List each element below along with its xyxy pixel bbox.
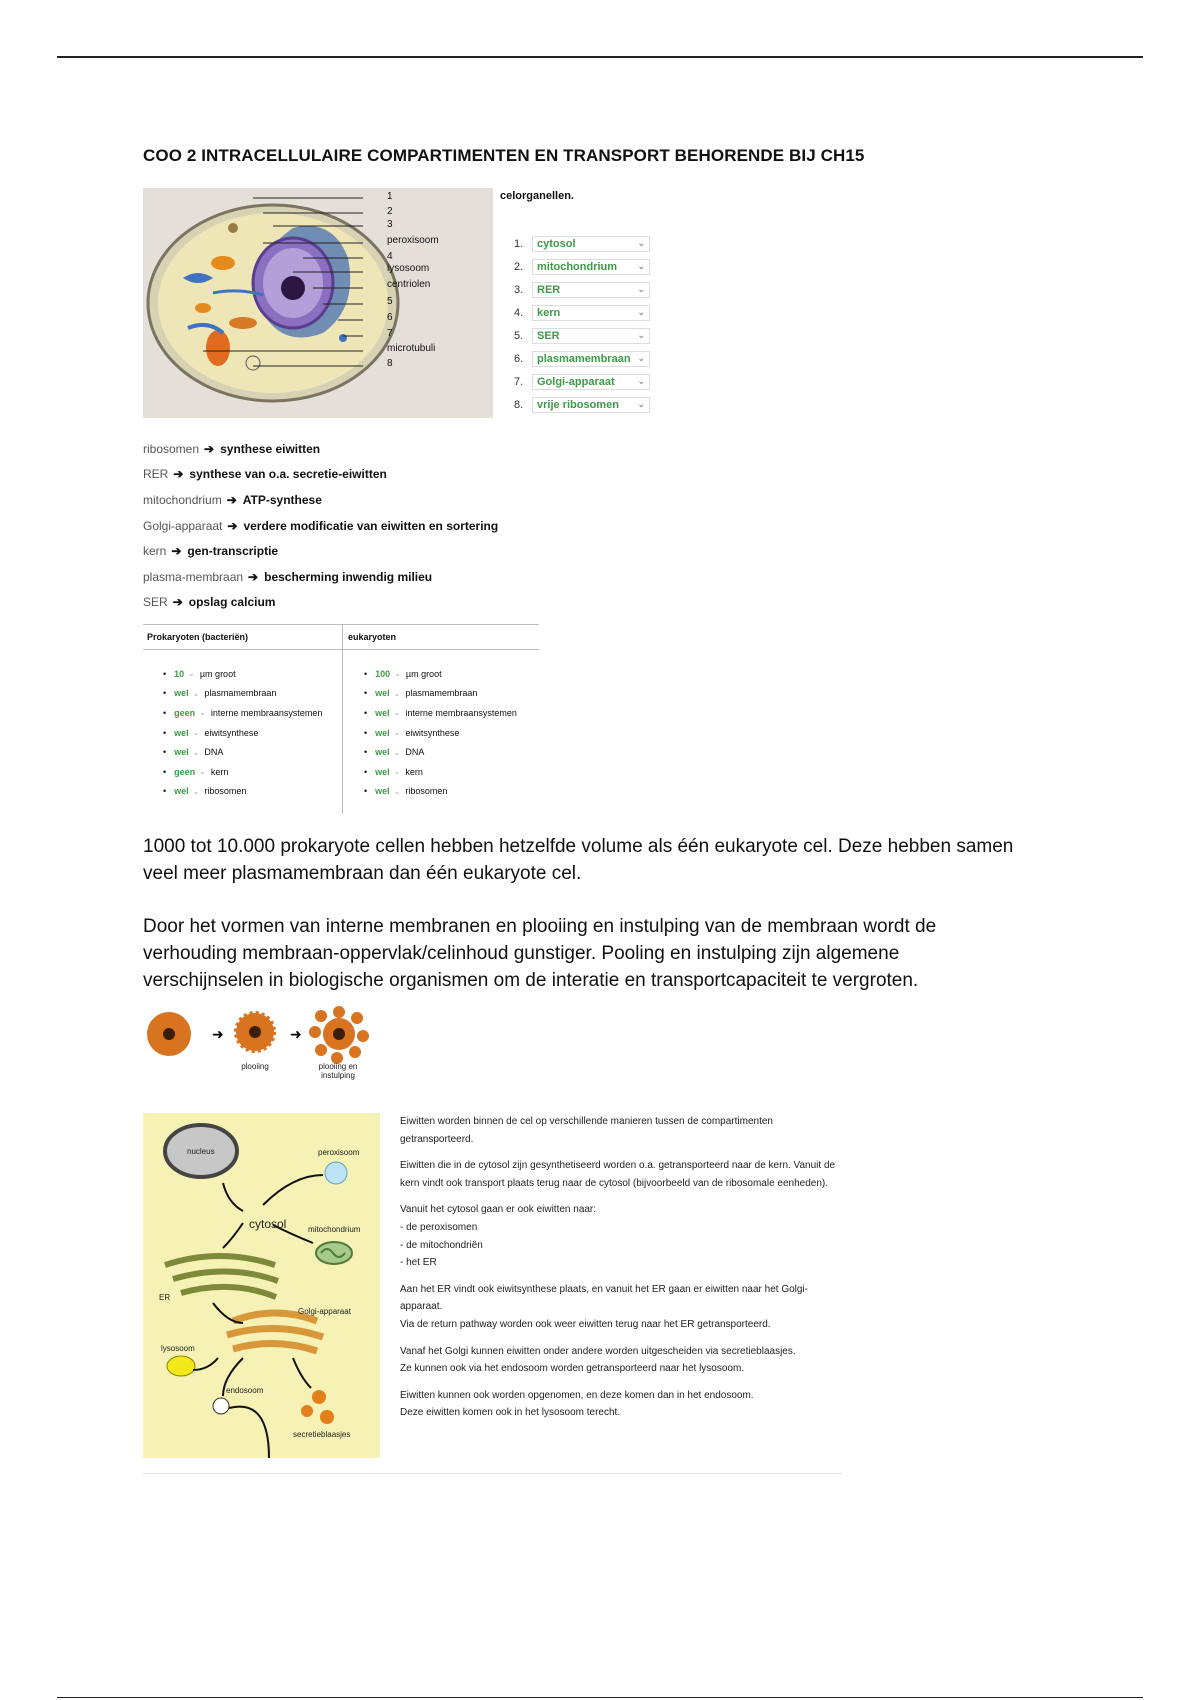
list-item xyxy=(362,782,517,802)
cell-label: 5 xyxy=(387,296,393,307)
endosome-label: endosoom xyxy=(226,1386,264,1395)
comparison-value[interactable]: wel xyxy=(375,747,390,758)
peroxisome-label: peroxisoom xyxy=(318,1148,360,1157)
organelle-item xyxy=(514,255,650,278)
organelle-number: 1. xyxy=(514,237,524,250)
prokaryote-list xyxy=(161,664,322,801)
comparison-value[interactable]: geen xyxy=(174,707,196,718)
function-description: ATP-synthese xyxy=(242,492,322,507)
top-rule xyxy=(57,56,1143,58)
chevron-down-icon: ⌄ xyxy=(637,353,645,363)
organelle-number: 3. xyxy=(514,283,524,296)
organelles-list xyxy=(514,232,650,416)
function-organelle: plasma-membraan xyxy=(143,569,244,584)
cell-illustration xyxy=(143,188,493,418)
transport-illustration xyxy=(143,1113,380,1458)
cell-label: centriolen xyxy=(387,279,431,290)
cell-label: lysosoom xyxy=(387,263,430,274)
function-description: synthese eiwitten xyxy=(220,441,321,456)
bullet-icon: • xyxy=(364,766,368,777)
cell-label: 2 xyxy=(387,206,393,217)
chevron-down-icon: ⌄ xyxy=(393,708,401,718)
comparison-label: µm groot xyxy=(405,668,442,679)
arrow-right-icon: ➔ xyxy=(227,518,238,533)
chevron-down-icon: ⌄ xyxy=(192,747,200,757)
transport-paragraph: Vanuit het cytosol gaan er ook eiwitten naar: - de peroxisomen - de mitochondriën - het ER xyxy=(400,1204,597,1269)
comparison-label: plasmamembraan xyxy=(405,688,478,699)
folding-invagination-label: plooiing en instulping xyxy=(318,1062,358,1080)
paragraph-membranes: Door het vormen van interne membranen en plooiing en instulping van de membraan wordt de verhouding membraan-oppervlak/celinhoud gunstiger. Pooling en instulping zijn algemene verschijnselen in biologische organismen om de interatie en transportcapaciteit te vergroten. xyxy=(143,916,937,991)
comparison-value[interactable]: wel xyxy=(174,747,189,758)
organelle-value: kern xyxy=(537,306,561,319)
cell-label: 6 xyxy=(387,312,393,323)
bullet-icon: • xyxy=(364,747,368,758)
chevron-down-icon: ⌄ xyxy=(192,786,200,796)
bullet-icon: • xyxy=(364,668,368,679)
function-row xyxy=(143,564,498,590)
function-row xyxy=(143,513,498,539)
chevron-down-icon: ⌄ xyxy=(393,747,401,757)
function-row xyxy=(143,538,498,564)
function-row xyxy=(143,462,498,488)
bullet-icon: • xyxy=(364,707,368,718)
list-item xyxy=(161,762,322,782)
golgi-label: Golgi-apparaat xyxy=(298,1307,351,1316)
comparison-label: eiwitsynthese xyxy=(405,727,460,738)
comparison-label: kern xyxy=(405,766,423,777)
list-item xyxy=(161,742,322,762)
folding-label: plooiing xyxy=(241,1062,269,1071)
organelle-item xyxy=(514,347,650,370)
arrow-right-icon: ➔ xyxy=(204,441,215,456)
comparison-value[interactable]: geen xyxy=(174,766,196,777)
mitochondrion-label: mitochondrium xyxy=(308,1225,361,1234)
svg-text:➜: ➜ xyxy=(212,1027,224,1043)
organelle-item xyxy=(514,324,650,347)
lysosome-label: lysosoom xyxy=(161,1344,195,1353)
list-item xyxy=(362,762,517,782)
chevron-down-icon: ⌄ xyxy=(393,767,401,777)
organelle-item xyxy=(514,278,650,301)
organelle-value: RER xyxy=(537,283,561,296)
chevron-down-icon: ⌄ xyxy=(188,669,195,679)
transport-paragraph: Eiwitten die in de cytosol zijn gesynthetiseerd worden o.a. getransporteerd naar de kern. Vanuit de kern vindt ook transport plaats terug naar de cytosol (bijvoorbeeld van de ribosomale eenheden). xyxy=(400,1160,836,1189)
bullet-icon: • xyxy=(163,786,167,797)
chevron-down-icon: ⌄ xyxy=(637,307,645,317)
function-description: verdere modificatie van eiwitten en sortering xyxy=(243,518,499,533)
bullet-icon: • xyxy=(163,727,167,738)
table-divider xyxy=(143,649,539,650)
list-item xyxy=(161,723,322,743)
organelle-item xyxy=(514,301,650,324)
table-header-prokaryotes: Prokaryoten (bacteriën) xyxy=(147,632,249,642)
cell-label: microtubuli xyxy=(387,343,436,354)
organelle-select[interactable] xyxy=(532,282,650,298)
arrow-right-icon: ➔ xyxy=(226,492,237,507)
comparison-value[interactable]: 100 xyxy=(375,668,391,679)
comparison-value[interactable]: wel xyxy=(375,766,390,777)
nucleus-label: nucleus xyxy=(187,1147,215,1156)
organelle-function-list xyxy=(143,436,498,615)
table-header-eukaryotes: eukaryoten xyxy=(348,632,397,642)
eukaryote-list xyxy=(362,664,517,801)
transport-paragraph: Vanaf het Golgi kunnen eiwitten onder andere worden uitgescheiden via secretieblaasjes. Ze kunnen ook via het endosoom worden getransporteerd naar het lysosoom. xyxy=(400,1345,796,1375)
organelle-select[interactable] xyxy=(532,328,650,344)
list-item xyxy=(161,684,322,704)
function-description: opslag calcium xyxy=(188,595,276,610)
table-divider xyxy=(143,624,539,625)
cell-label: peroxisoom xyxy=(387,235,439,246)
bullet-icon: • xyxy=(163,668,167,679)
bullet-icon: • xyxy=(364,786,368,797)
organelle-value: plasmamembraan xyxy=(537,352,631,365)
prokaryote-eukaryote-table xyxy=(143,624,539,814)
comparison-label: ribosomen xyxy=(405,786,448,797)
cell-label: 8 xyxy=(387,358,393,369)
protein-transport-diagram xyxy=(143,1113,380,1458)
comparison-label: DNA xyxy=(405,747,425,758)
arrow-right-icon: ➔ xyxy=(171,544,182,559)
function-description: gen-transcriptie xyxy=(187,544,279,559)
folding-figure xyxy=(143,1006,383,1086)
organelle-select[interactable] xyxy=(532,236,650,252)
comparison-value[interactable]: wel xyxy=(375,688,390,699)
comparison-label: DNA xyxy=(204,747,224,758)
function-description: bescherming inwendig milieu xyxy=(264,569,433,584)
comparison-value[interactable]: wel xyxy=(174,727,189,738)
comparison-value[interactable]: wel xyxy=(375,786,390,797)
cell-label: 1 xyxy=(387,191,393,202)
transport-paragraph: Eiwitten worden binnen de cel op verschillende manieren tussen de compartimenten getransporteerd. xyxy=(400,1116,773,1145)
arrow-right-icon: ➔ xyxy=(172,595,183,610)
chevron-down-icon: ⌄ xyxy=(637,376,645,386)
transport-paragraph: Aan het ER vindt ook eiwitsynthese plaats, en vanuit het ER gaan er eiwitten naar het Golgi-apparaat. Via de return pathway worden ook weer eiwitten terug naar het ER getransporteerd. xyxy=(400,1283,809,1330)
chevron-down-icon: ⌄ xyxy=(637,399,645,409)
list-item xyxy=(161,703,322,723)
er-label: ER xyxy=(159,1293,171,1302)
function-organelle: ribosomen xyxy=(143,441,200,456)
cell-label: 4 xyxy=(387,251,393,262)
list-item xyxy=(362,742,517,762)
transport-paragraph: Eiwitten kunnen ook worden opgenomen, en deze komen dan in het endosoom. Deze eiwitten komen ook in het lysosoom terecht. xyxy=(400,1389,754,1419)
comparison-label: interne membraansystemen xyxy=(210,707,323,718)
organelle-value: cytosol xyxy=(537,237,576,250)
cytosol-label: cytosol xyxy=(249,1217,287,1231)
function-row xyxy=(143,436,498,462)
list-item xyxy=(362,723,517,743)
chevron-down-icon: ⌄ xyxy=(637,284,645,294)
organelle-value: SER xyxy=(537,329,560,342)
comparison-label: eiwitsynthese xyxy=(204,727,259,738)
chevron-down-icon: ⌄ xyxy=(393,786,401,796)
page-title: COO 2 INTRACELLULAIRE COMPARTIMENTEN EN TRANSPORT BEHORENDE BIJ CH15 xyxy=(143,146,865,165)
bullet-icon: • xyxy=(364,727,368,738)
folding-illustration xyxy=(143,1006,383,1070)
chevron-down-icon: ⌄ xyxy=(199,708,206,718)
organelle-select[interactable] xyxy=(532,305,650,321)
comparison-label: µm groot xyxy=(199,668,236,679)
chevron-down-icon: ⌄ xyxy=(192,728,200,738)
bullet-icon: • xyxy=(163,747,167,758)
organelle-number: 5. xyxy=(514,329,524,342)
function-organelle: RER xyxy=(143,467,169,482)
list-item xyxy=(362,664,517,684)
bullet-icon: • xyxy=(163,688,167,699)
secretory-vesicles-label: secretieblaasjes xyxy=(293,1430,351,1439)
paragraph-volume: 1000 tot 10.000 prokaryote cellen hebben hetzelfde volume als één eukaryote cel. Deze hebben samen veel meer plasmamembraan dan één eukaryote cel. xyxy=(143,836,1014,884)
comparison-value[interactable]: wel xyxy=(174,688,189,699)
organelle-number: 2. xyxy=(514,260,524,273)
organelle-item xyxy=(514,370,650,393)
list-item xyxy=(161,664,322,684)
bullet-icon: • xyxy=(364,688,368,699)
organelle-value: vrije ribosomen xyxy=(537,398,619,411)
organelle-item xyxy=(514,393,650,416)
chevron-down-icon: ⌄ xyxy=(637,330,645,340)
chevron-down-icon: ⌄ xyxy=(199,767,206,777)
cell-label: 3 xyxy=(387,219,393,230)
arrow-right-icon: ➔ xyxy=(173,467,184,482)
organelle-number: 4. xyxy=(514,306,524,319)
organelles-heading: celorganellen. xyxy=(500,190,574,202)
organelle-number: 7. xyxy=(514,375,524,388)
section-divider xyxy=(143,1473,843,1474)
cell-diagram xyxy=(143,188,493,418)
organelle-select[interactable] xyxy=(532,351,650,367)
list-item xyxy=(362,703,517,723)
chevron-down-icon: ⌄ xyxy=(394,669,401,679)
arrow-right-icon: ➔ xyxy=(248,569,259,584)
chevron-down-icon: ⌄ xyxy=(637,238,645,248)
comparison-label: kern xyxy=(210,766,229,777)
chevron-down-icon: ⌄ xyxy=(393,728,401,738)
comparison-value[interactable]: wel xyxy=(375,707,390,718)
organelle-number: 6. xyxy=(514,352,524,365)
comparison-label: ribosomen xyxy=(204,786,247,797)
transport-explanation xyxy=(400,1113,840,1431)
function-row xyxy=(143,487,498,513)
organelle-number: 8. xyxy=(514,398,524,411)
function-organelle: Golgi-apparaat xyxy=(143,518,223,533)
organelle-value: Golgi-apparaat xyxy=(537,375,615,388)
list-item xyxy=(362,684,517,704)
table-divider xyxy=(342,624,343,814)
comparison-label: interne membraansystemen xyxy=(405,707,517,718)
function-organelle: kern xyxy=(143,544,167,559)
bullet-icon: • xyxy=(163,707,167,718)
organelle-item xyxy=(514,232,650,255)
function-organelle: SER xyxy=(143,595,168,610)
comparison-value[interactable]: 10 xyxy=(174,668,185,679)
function-row xyxy=(143,590,498,616)
function-description: synthese van o.a. secretie-eiwitten xyxy=(189,467,387,482)
chevron-down-icon: ⌄ xyxy=(393,688,401,698)
bottom-rule xyxy=(57,1697,1143,1698)
function-organelle: mitochondrium xyxy=(143,492,222,507)
organelle-select[interactable] xyxy=(532,259,650,275)
chevron-down-icon: ⌄ xyxy=(192,688,200,698)
svg-text:➜: ➜ xyxy=(290,1027,302,1043)
comparison-value[interactable]: wel xyxy=(174,786,189,797)
cell-label: 7 xyxy=(387,328,393,339)
organelle-select[interactable] xyxy=(532,397,650,413)
chevron-down-icon: ⌄ xyxy=(637,261,645,271)
comparison-label: plasmamembraan xyxy=(204,688,277,699)
comparison-value[interactable]: wel xyxy=(375,727,390,738)
bullet-icon: • xyxy=(163,766,167,777)
organelle-value: mitochondrium xyxy=(537,260,618,273)
organelle-select[interactable] xyxy=(532,374,650,390)
list-item xyxy=(161,782,322,802)
